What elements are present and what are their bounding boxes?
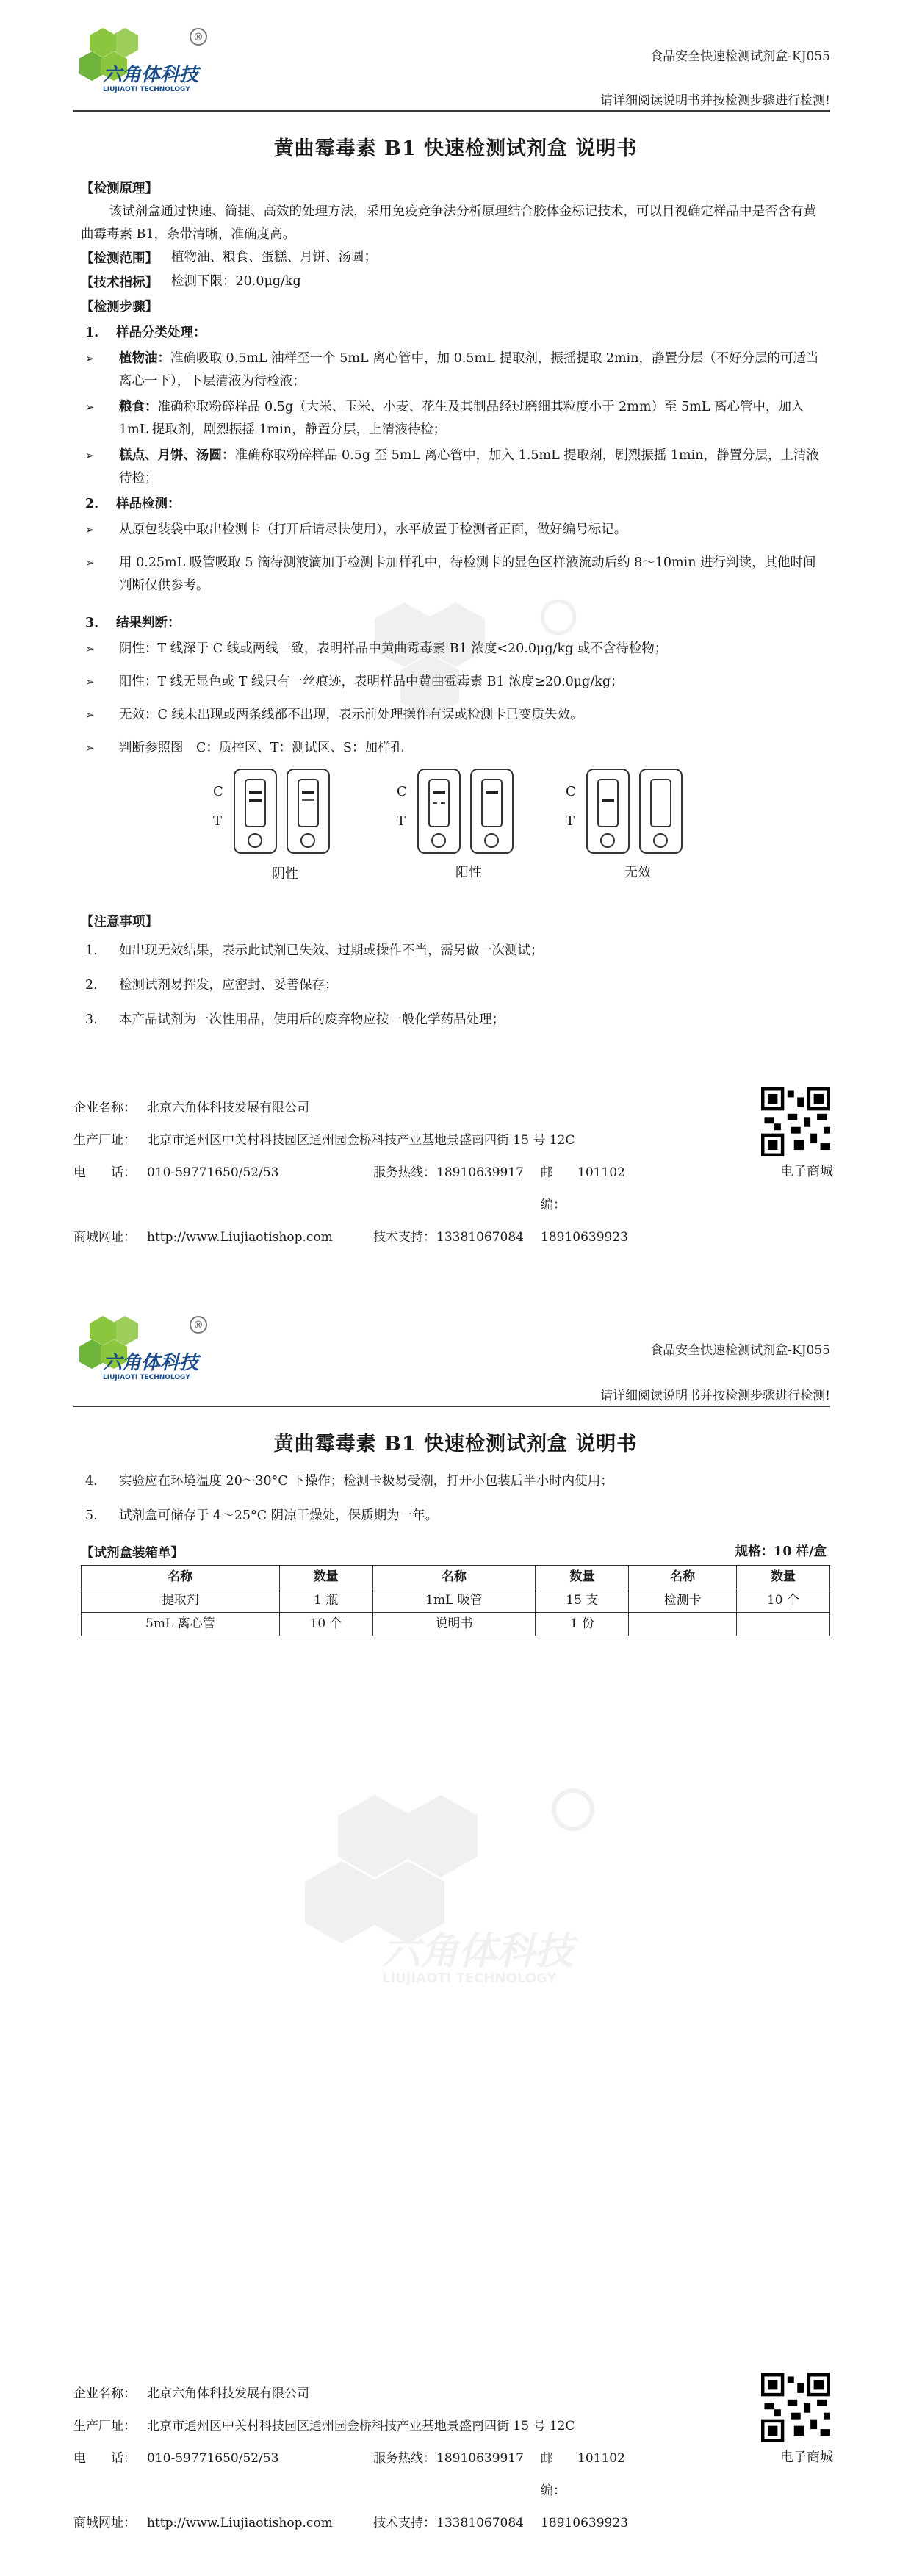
logo-cn-text: 六角体科技 [103, 64, 199, 86]
hotline-label: 服务热线： [373, 2451, 436, 2466]
watermark-logo [279, 1766, 632, 1986]
tel-label: 电 话： [73, 1165, 136, 1180]
kit-spec: 规格：10 样/盒 [735, 1544, 827, 1559]
col-header: 名称 [372, 1566, 536, 1589]
table-cell: 检测卡 [629, 1589, 737, 1613]
reference-text: 判断参照图 C：质控区、T：测试区、S：加样孔 [119, 741, 404, 755]
bullet-negative [81, 638, 827, 661]
card-window [298, 779, 319, 827]
note-text: 试剂盒可储存于 4～25°C 阴凉干燥处，保质期为一年。 [119, 1508, 439, 1523]
note-text: 如出现无效结果，表示此试剂已失效、过期或操作不当，需另做一次测试； [119, 943, 544, 958]
bullet-cake [81, 445, 827, 490]
grain-label: 粮食： [119, 400, 158, 414]
note-text: 实验应在环境温度 20～30°C 下操作；检测卡极易受潮，打开小包装后半小时内使用； [119, 1474, 613, 1489]
card-window [245, 779, 266, 827]
col-header: 数量 [536, 1566, 629, 1589]
postcode-label: 邮编： [541, 2451, 566, 2498]
c-line [249, 791, 262, 794]
company-logo [73, 21, 220, 94]
note-number: 5. [85, 1508, 98, 1523]
table-cell: 说明书 [372, 1613, 536, 1636]
website-label: 商城网址： [73, 2516, 136, 2530]
arrow-icon: ➢ [85, 556, 95, 569]
table-cell [736, 1613, 829, 1636]
company-address: 北京市通州区中关村科技园区通州园金桥科技产业基地景盛南四街 15 号 12C [147, 1133, 575, 1148]
qr-caption: 电子商城 [780, 1164, 833, 1179]
company-tel: 010-59771650/52/53 [147, 2451, 279, 2466]
t-line-faint [433, 802, 445, 804]
address-label: 生产厂址： [73, 2419, 136, 2433]
note-number: 2. [85, 978, 98, 993]
page1-content [81, 176, 827, 1032]
company-website[interactable]: http://www.Liujiaotishop.com [147, 2516, 333, 2530]
company-support-2: 18910639923 [541, 2516, 628, 2530]
scope-heading: 【检测范围】 [81, 251, 158, 266]
test-card [417, 769, 461, 854]
company-name-label: 企业名称： [73, 2386, 136, 2401]
t-line [249, 799, 262, 802]
step-1-title [81, 322, 827, 345]
cake-text: 准确称取粉碎样品 0.5g 至 5mL 离心管中，加入 1.5mL 提取剂，剧烈振摇 1min，静置分层，上清液待检； [119, 448, 819, 486]
spec-text: 检测下限：20.0μg/kg [171, 274, 301, 289]
sample-well [653, 833, 668, 848]
card-window [428, 779, 450, 827]
note-item [81, 1009, 827, 1032]
company-support-2: 18910639923 [541, 1230, 628, 1245]
company-postcode: 101102 [577, 2451, 625, 2466]
diagram-positive [397, 767, 573, 907]
t-label: T [213, 813, 223, 829]
result-diagrams [81, 767, 827, 907]
diagram-negative [213, 767, 389, 907]
bullet-reference [81, 737, 827, 760]
c-line [302, 791, 314, 794]
company-name: 北京六角体科技发展有限公司 [147, 1101, 309, 1115]
detect-1-text: 从原包装袋中取出检测卡（打开后请尽快使用），水平放置于检测者正面，做好编号标记。 [119, 522, 627, 537]
product-code: 食品安全快速检测试剂盒-KJ055 [650, 49, 830, 64]
grain-text: 准确称取粉碎样品 0.5g（大米、玉米、小麦、花生及其制品经过磨细其粒度小于 2mm）至 5mL 离心管中，加入 1mL 提取剂，剧烈振摇 1min，静置分层，上清液待检； [119, 400, 804, 437]
company-address: 北京市通州区中关村科技园区通州园金桥科技产业基地景盛南四街 15 号 12C [147, 2419, 575, 2433]
qr-code-icon[interactable] [761, 2373, 830, 2442]
c-line [433, 791, 445, 794]
card-window [481, 779, 503, 827]
sample-well [600, 833, 615, 848]
step-1-number: 1. [85, 325, 99, 340]
table-row [82, 1613, 830, 1636]
step-2-title [81, 493, 827, 516]
company-name: 北京六角体科技发展有限公司 [147, 2386, 309, 2401]
support-label: 技术支持： [373, 2516, 436, 2530]
positive-text: 阳性：T 线无显色或 T 线只有一丝痕迹，表明样品中黄曲霉毒素 B1 浓度≥20.0μg/kg； [119, 674, 624, 689]
logo-reg-mark: ® [193, 1320, 204, 1331]
qr-code-icon[interactable] [761, 1087, 830, 1156]
header-rule [73, 110, 830, 112]
negative-text: 阴性：T 线深于 C 线或两线一致，表明样品中黄曲霉毒素 B1 浓度<20.0μg/kg 或不含待检物； [119, 641, 668, 656]
website-label: 商城网址： [73, 1230, 136, 1245]
arrow-icon: ➢ [85, 642, 95, 655]
tel-label: 电 话： [73, 2451, 136, 2466]
col-header: 数量 [279, 1566, 372, 1589]
sample-well [484, 833, 499, 848]
arrow-icon: ➢ [85, 741, 95, 755]
sample-well [300, 833, 315, 848]
note-text: 本产品试剂为一次性用品，使用后的废弃物应按一般化学药品处理； [119, 1012, 505, 1027]
page2-content [81, 1470, 827, 1636]
logo-reg-mark: ® [193, 32, 204, 43]
table-row [82, 1589, 830, 1613]
company-website[interactable]: http://www.Liujiaotishop.com [147, 1230, 333, 1245]
company-hotline: 18910639917 [436, 1165, 524, 1180]
product-code: 食品安全快速检测试剂盒-KJ055 [650, 1343, 830, 1358]
step-2-label: 样品检测： [116, 497, 181, 511]
t-label: T [397, 813, 406, 829]
company-postcode: 101102 [577, 1165, 625, 1180]
c-label: C [566, 784, 576, 799]
logo-en-text: LIUJIAOTI TECHNOLOGY [103, 86, 190, 93]
postcode-label: 邮编： [541, 1165, 566, 1212]
bullet-oil [81, 348, 827, 393]
sample-well [431, 833, 446, 848]
company-logo [73, 1309, 220, 1382]
note-number: 4. [85, 1474, 98, 1489]
page-2 [0, 1288, 911, 2576]
table-cell: 1 瓶 [279, 1589, 372, 1613]
bullet-positive [81, 671, 827, 694]
c-label: C [397, 784, 407, 799]
cake-label: 糕点、月饼、汤圆： [119, 448, 235, 463]
t-line [602, 799, 614, 802]
test-card [639, 769, 683, 854]
warning-text: 请详细阅读说明书并按检测步骤进行检测! [600, 1389, 830, 1403]
note-item [81, 940, 827, 963]
bullet-invalid [81, 704, 827, 727]
hotline-label: 服务热线： [373, 1165, 436, 1180]
invalid-caption: 无效 [624, 865, 651, 880]
test-card [287, 769, 330, 854]
notes-heading: 【注意事项】 [81, 915, 158, 929]
bullet-grain [81, 396, 827, 442]
note-number: 3. [85, 1012, 98, 1027]
kit-heading: 【试剂盒装箱单】 [81, 1546, 184, 1561]
step-3-label: 结果判断： [116, 616, 181, 630]
diagram-invalid [566, 767, 742, 907]
note-item [81, 1505, 827, 1528]
invalid-text: 无效：C 线未出现或两条线都不出现，表示前处理操作有误或检测卡已变质失效。 [119, 708, 583, 722]
step-3-title [81, 612, 827, 635]
negative-caption: 阴性 [272, 866, 298, 882]
note-text: 检测试剂易挥发，应密封、妥善保存； [119, 978, 338, 993]
note-item [81, 1470, 827, 1493]
company-name-label: 企业名称： [73, 1101, 136, 1115]
bullet-detect-2 [81, 552, 827, 597]
step-3-number: 3. [85, 616, 99, 630]
notes-list-continued [81, 1470, 827, 1528]
header-rule [73, 1406, 830, 1407]
principle-text: 该试剂盒通过快速、简捷、高效的处理方法，采用免疫竞争法分析原理结合胶体金标记技术，可以目视确定样品中是否含有黄曲霉毒素 B1，条带清晰，准确度高。 [81, 204, 816, 242]
sample-well [248, 833, 262, 848]
test-card [470, 769, 514, 854]
warning-text: 请详细阅读说明书并按检测步骤进行检测! [600, 93, 830, 108]
table-cell: 提取剂 [82, 1589, 280, 1613]
company-support: 13381067084 [436, 1230, 524, 1245]
table-header-row [82, 1566, 830, 1589]
note-item [81, 974, 827, 997]
col-header: 名称 [629, 1566, 737, 1589]
card-window [597, 779, 619, 827]
company-info [73, 1092, 830, 1253]
note-number: 1. [85, 943, 98, 958]
logo-cn-text: 六角体科技 [103, 1352, 199, 1374]
company-tel: 010-59771650/52/53 [147, 1165, 279, 1180]
kit-table [81, 1565, 830, 1636]
oil-text: 准确吸取 0.5mL 油样至一个 5mL 离心管中，加 0.5mL 提取剂，振摇提取 2min，静置分层（不好分层的可适当离心一下），下层清液为待检液； [119, 351, 819, 389]
positive-caption: 阳性 [455, 865, 482, 880]
test-card [586, 769, 630, 854]
detect-2-text: 用 0.25mL 吸管吸取 5 滴待测液滴加于检测卡加样孔中，待检测卡的显色区样液流动后约 8～10min 进行判读，其他时间判断仅供参考。 [119, 555, 816, 593]
table-cell: 1mL 吸管 [372, 1589, 536, 1613]
step-1-label: 样品分类处理： [116, 325, 206, 340]
arrow-icon: ➢ [85, 352, 95, 365]
logo-en-text: LIUJIAOTI TECHNOLOGY [103, 1374, 190, 1381]
page-title: 黄曲霉毒素 B1 快速检测试剂盒 说明书 [273, 137, 638, 160]
notes-list [81, 940, 827, 1032]
t-line [302, 799, 314, 801]
steps-heading: 【检测步骤】 [81, 300, 158, 314]
table-cell: 10 个 [279, 1613, 372, 1636]
step-2-number: 2. [85, 497, 99, 511]
support-label: 技术支持： [373, 1230, 436, 1245]
principle-heading: 【检测原理】 [81, 181, 158, 196]
arrow-icon: ➢ [85, 708, 95, 722]
table-cell: 1 份 [536, 1613, 629, 1636]
page-title: 黄曲霉毒素 B1 快速检测试剂盒 说明书 [273, 1433, 638, 1456]
company-hotline: 18910639917 [436, 2451, 524, 2466]
company-info [73, 2378, 830, 2539]
scope-text: 植物油、粮食、蛋糕、月饼、汤圆； [171, 250, 377, 265]
table-cell: 10 个 [736, 1589, 829, 1613]
svg-text:LIUJIAOTI TECHNOLOGY: LIUJIAOTI TECHNOLOGY [382, 1971, 557, 1986]
company-support: 13381067084 [436, 2516, 524, 2530]
svg-text:六角体科技: 六角体科技 [382, 1929, 574, 1974]
bullet-detect-1 [81, 519, 827, 542]
oil-label: 植物油： [119, 351, 170, 366]
col-header: 数量 [736, 1566, 829, 1589]
t-label: T [566, 813, 575, 829]
table-cell: 15 支 [536, 1589, 629, 1613]
address-label: 生产厂址： [73, 1133, 136, 1148]
arrow-icon: ➢ [85, 400, 95, 414]
qr-caption: 电子商城 [780, 2450, 833, 2465]
card-window [650, 779, 671, 827]
arrow-icon: ➢ [85, 675, 95, 688]
table-cell [629, 1613, 737, 1636]
test-card [234, 769, 277, 854]
kit-header [81, 1541, 827, 1565]
c-line [486, 791, 498, 794]
spec-heading: 【技术指标】 [81, 276, 158, 290]
col-header: 名称 [82, 1566, 280, 1589]
arrow-icon: ➢ [85, 523, 95, 536]
table-cell: 5mL 离心管 [82, 1613, 280, 1636]
arrow-icon: ➢ [85, 449, 95, 462]
c-label: C [213, 784, 223, 799]
